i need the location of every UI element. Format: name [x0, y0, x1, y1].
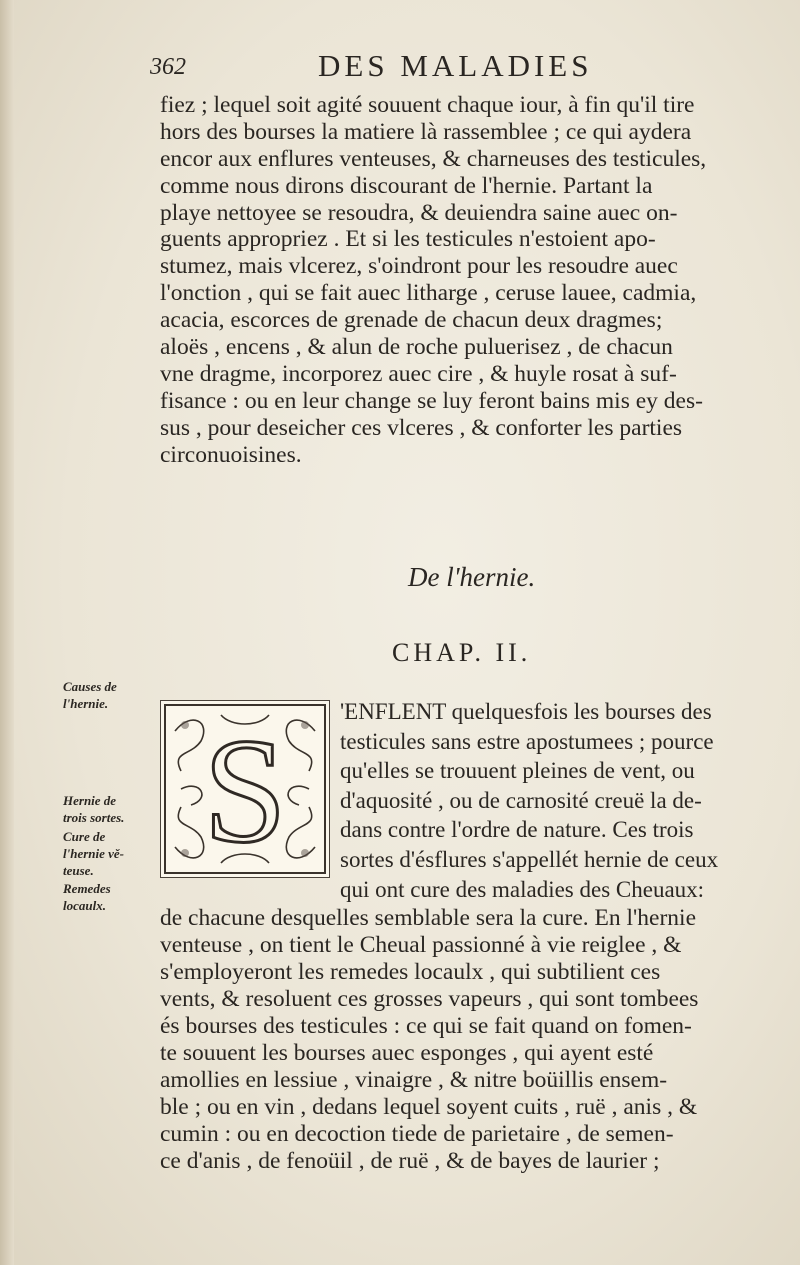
text-line: dans contre l'ordre de nature. Ces trois [340, 817, 694, 843]
ornament-icon [161, 701, 329, 877]
margin-note-three-kinds [63, 792, 124, 826]
chapter-heading: CHAP. II. [392, 638, 532, 667]
text-line: fisance : ou en leur change se luy feront bains mis ey des- [160, 387, 703, 414]
top-paragraph [160, 92, 770, 468]
margin-note-line: l'hernie vě- [63, 846, 125, 861]
margin-note-line: Causes de [63, 679, 117, 694]
margin-note-line: trois sortes. [63, 810, 125, 825]
text-line: encor aux enflures venteuses, & charneuses des testicules, [160, 145, 707, 172]
margin-note-cure [63, 828, 124, 879]
running-title: DES MALADIES [318, 48, 593, 83]
margin-note-line: l'hernie. [63, 696, 109, 711]
text-line: de chacune desquelles semblable sera la cure. En l'hernie [160, 905, 697, 931]
text-line: testicules sans estre apostumees ; pource [340, 728, 714, 754]
margin-note-remedies [63, 880, 111, 914]
text-line: vents, & resoluent ces grosses vapeurs , qui sont tombees [160, 986, 699, 1012]
drop-cap-letter: S [203, 708, 287, 874]
text-line: sortes d'ésflures s'appellét hernie de ceux [340, 846, 719, 872]
text-line: playe nettoyee se resoudra, & deuiendra saine auec on- [160, 199, 678, 226]
section-title: De l'hernie. [408, 562, 536, 592]
margin-note-line: Remedes [63, 881, 111, 896]
text-line: comme nous dirons discourant de l'hernie. Partant la [160, 172, 653, 199]
text-line: aloës , encens , & alun de roche puluerisez , de chacun [160, 334, 673, 361]
margin-note-line: teuse. [63, 863, 94, 878]
text-line: qui ont cure des maladies des Cheuaux: [340, 876, 705, 902]
ornamental-drop-cap [160, 700, 330, 878]
page-header [150, 48, 770, 88]
text-line: l'onction , qui se fait auec litharge , ceruse lauee, cadmia, [160, 280, 697, 307]
margin-note-line: locaulx. [63, 898, 106, 913]
text-line: acacia, escorces de grenade de chacun deux dragmes; [160, 307, 663, 334]
text-line: vne dragme, incorporez auec cire , & huyle rosat à suf- [160, 360, 677, 387]
text-line: ble ; ou en vin , dedans lequel soyent cuits , ruë , anis , & [160, 1094, 698, 1120]
text-line: hors des bourses la matiere là rassemblee ; ce qui aydera [160, 118, 692, 145]
text-line: guents appropriez . Et si les testicules n'estoient apo- [160, 226, 656, 253]
margin-note-line: Cure de [63, 829, 106, 844]
page-number: 362 [150, 54, 186, 80]
text-line: amollies en lessiue , vinaigre , & nitre boüillis ensem- [160, 1067, 668, 1093]
text-line: te souuent les bourses auec esponges , qui ayent esté [160, 1040, 654, 1066]
text-line: cumin : ou en decoction tiede de parietaire , de semen- [160, 1121, 674, 1147]
text-line: s'employeront les remedes locaulx , qui subtilient ces [160, 959, 661, 985]
text-line: fiez ; lequel soit agité souuent chaque iour, à fin qu'il tire [160, 92, 695, 118]
text-line: qu'elles se trouuent pleines de vent, ou [340, 758, 695, 784]
text-line: venteuse , on tient le Cheual passionné à vie reiglee , & [160, 932, 682, 958]
text-line: és bourses des testicules : ce qui se fait quand on fomen- [160, 1013, 692, 1039]
text-line: ce d'anis , de fenoüil , de ruë , & de bayes de laurier ; [160, 1148, 660, 1174]
text-line: sus , pour deseicher ces vlceres , & conforter les parties [160, 414, 683, 441]
text-line: 'ENFLENT quelquesfois les bourses des [340, 699, 712, 724]
continued-paragraph [160, 905, 770, 1175]
margin-note-line: Hernie de [63, 793, 117, 808]
text-line: d'aquosité , ou de carnosité creuë la de- [340, 787, 702, 813]
margin-note-causes [63, 678, 117, 712]
chapter-opening-paragraph [340, 697, 770, 904]
page-binding-edge [0, 0, 14, 1265]
text-line: circonuoisines. [160, 441, 302, 468]
text-line: stumez, mais vlcerez, s'oindront pour les resoudre auec [160, 253, 678, 280]
